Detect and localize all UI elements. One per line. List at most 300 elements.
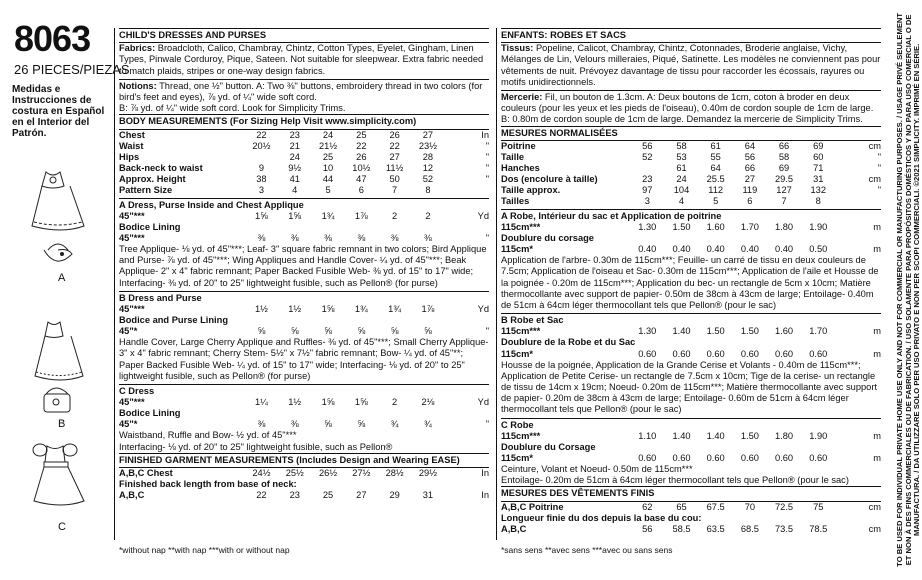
row-value: 119 xyxy=(742,184,758,195)
yardage-row xyxy=(501,431,881,442)
row-value: 21½ xyxy=(318,140,338,151)
row-value: 28 xyxy=(422,151,434,162)
row-unit: m xyxy=(873,453,881,464)
row-label: Chest xyxy=(119,129,145,140)
row-value: 27 xyxy=(356,490,367,501)
fr-notions: Mercerie: Fil, un bouton de 1.3cm. A: Deux boutons de 1cm, coton à broder en deux couleurs (pour les yeux et les pieds de l'oiseau), 0.40m de cordon souple de 1cm de large. xyxy=(501,92,874,114)
row-value: 31 xyxy=(813,173,824,184)
view-c-dress-illustration xyxy=(33,444,84,505)
row-value: 50 xyxy=(389,173,400,184)
measurement-row xyxy=(501,163,881,174)
row-value: 22 xyxy=(256,490,267,501)
row-value: 2 xyxy=(392,210,398,221)
row-value: ⅜ xyxy=(257,419,266,430)
measurement-row xyxy=(119,152,489,163)
row-value: 8 xyxy=(425,184,431,195)
english-column xyxy=(119,28,489,501)
en-b-lining: Bodice and Purse Lining xyxy=(119,315,228,326)
fr-body-table xyxy=(501,141,881,207)
row-value: 25 xyxy=(322,151,334,162)
pattern-number: 8063 xyxy=(14,18,91,59)
row-value: 61 xyxy=(710,140,721,151)
row-value: 0.40 xyxy=(775,244,794,255)
row-value: 27 xyxy=(422,129,434,140)
row-label: 115cm* xyxy=(501,348,534,359)
row-unit: cm xyxy=(868,501,881,512)
row-value: 56 xyxy=(744,151,756,162)
row-value: 6 xyxy=(747,195,753,206)
fr-fin-sub: Longueur finie du dos depuis la base du cou: xyxy=(501,512,702,523)
row-value: 25½ xyxy=(285,468,304,479)
measurement-row xyxy=(119,174,489,185)
yardage-row xyxy=(501,222,881,233)
measurement-row xyxy=(119,141,489,152)
row-value: 8 xyxy=(815,195,821,206)
row-value: 1.40 xyxy=(706,430,725,441)
row-label: Approx. Height xyxy=(119,173,186,184)
row-label: 45"*** xyxy=(119,304,145,315)
row-value: 1⅝ xyxy=(321,397,335,408)
row-value: ⅜ xyxy=(324,233,332,244)
row-value: 25 xyxy=(322,490,334,501)
row-value: 27 xyxy=(744,173,756,184)
row-unit: m xyxy=(873,326,881,337)
row-label: 45"* xyxy=(119,326,138,337)
row-value: 1¾ xyxy=(354,304,368,315)
row-value: 1.50 xyxy=(672,222,691,233)
row-value: 24½ xyxy=(252,468,271,479)
row-value: ⅜ xyxy=(290,233,299,244)
row-value: 62 xyxy=(642,501,653,512)
row-value: 1.50 xyxy=(706,326,725,337)
measurement-row xyxy=(501,196,881,207)
row-value: 12 xyxy=(422,162,434,173)
row-value: 0.40 xyxy=(706,244,725,255)
measurement-row xyxy=(119,130,489,141)
row-value: 6 xyxy=(358,184,364,195)
view-a-dress-illustration xyxy=(32,172,84,230)
row-value: 7 xyxy=(781,195,787,206)
row-value: 66 xyxy=(744,162,756,173)
row-value: 2 xyxy=(425,210,431,221)
row-value: 55 xyxy=(710,151,721,162)
row-value: 27 xyxy=(389,151,400,162)
row-value: 0.60 xyxy=(775,348,794,359)
row-unit xyxy=(835,196,881,207)
row-value: 5 xyxy=(713,195,719,206)
row-value: 1.80 xyxy=(775,430,794,441)
row-value: 64 xyxy=(744,140,756,151)
row-value: 1.30 xyxy=(638,326,657,337)
row-value: 24 xyxy=(289,151,300,162)
row-value: 1½ xyxy=(288,304,302,315)
row-value: 60 xyxy=(813,151,824,162)
row-label: 45"*** xyxy=(119,210,145,221)
row-value: 0.60 xyxy=(775,453,794,464)
row-value: 58 xyxy=(676,140,687,151)
fr-fin-row2 xyxy=(501,524,881,535)
en-fabrics: Fabrics: Broadcloth, Calico, Chambray, Chintz, Cotton Types, Eyelet, Gingham, Linen Types, Pinwale Corduroy, Pique, Sateen. Not suitable for sleepwear. Extra fabric needed to match plaids, stripes or one-way design fabrics. xyxy=(119,43,484,76)
row-value: ⅝ xyxy=(424,326,432,337)
row-value: 47 xyxy=(356,173,367,184)
row-value: 38 xyxy=(256,173,267,184)
row-value: 23½ xyxy=(418,140,437,151)
row-label: 115cm*** xyxy=(501,326,541,337)
en-b-text: Handle Cover, Large Cherry Applique and Ruffles- ⅜ yd. of 45"***; Small Cherry Applique- 3" x 4" fabric remnant; Cherry Stem- 5½" x 7½" fabric remnant; Bow- ¼ yd. of 45"**; Paper Backed Fusible Web- ¼ yd. of 15" to 17" wide; Interfacing- ⅛ yd. of 20" to 25" lightweight fusible, such as Pellon® (for purse) xyxy=(119,337,489,381)
row-value: 1⅞ xyxy=(421,304,435,315)
view-label-a: A xyxy=(58,272,66,284)
en-fin-head: FINISHED GARMENT MEASUREMENTS (Includes Design and Wearing EASE) xyxy=(119,453,489,468)
row-value: 72.5 xyxy=(775,501,794,512)
view-illustrations xyxy=(28,150,98,550)
fr-b-text: Housse de la poignée, Application de la Grande Cerise et Volants - 0.40m de 115cm***; Application de Petite Cerise- un rectangle de 7.5cm x 10cm; Tige de la cerise- un rectangle de tissu de 14cm x 19cm; Noeud- 0.20m de 115cm***; Matière thermocollante avec support de papier- 0.20m de 38cm à 43cm de large; Entoilage- 0.60m de 51cm à 64cm léger thermocollant tels que Pellon® (pour le sac) xyxy=(501,359,878,415)
row-label: 115cm*** xyxy=(501,222,541,233)
measurement-row xyxy=(119,163,489,174)
row-value: ⅜ xyxy=(424,233,432,244)
row-value: 41 xyxy=(289,173,300,184)
row-value: ⅜ xyxy=(257,233,266,244)
row-unit: cm xyxy=(868,523,881,534)
row-value: 26 xyxy=(356,151,367,162)
row-value: 1⅝ xyxy=(354,397,368,408)
row-label: Dos (encolure à taille) xyxy=(501,173,598,184)
row-value: 25 xyxy=(356,129,367,140)
view-b-purse-illustration xyxy=(44,388,70,412)
row-value: ⅝ xyxy=(290,326,299,337)
yardage-row xyxy=(501,349,881,360)
row-value: ⅝ xyxy=(390,326,399,337)
row-value: 0.40 xyxy=(672,244,691,255)
row-value: 1.60 xyxy=(775,326,794,337)
row-unit: " xyxy=(485,233,489,244)
measurement-row xyxy=(501,174,881,185)
row-value: 1⅝ xyxy=(288,210,302,221)
row-value: 1.40 xyxy=(672,326,691,337)
en-b-row1 xyxy=(119,304,489,315)
row-value: 1.70 xyxy=(809,326,828,337)
row-unit: m xyxy=(873,222,881,233)
row-value: ⅝ xyxy=(324,326,332,337)
row-unit: cm xyxy=(868,140,881,151)
row-value: 0.60 xyxy=(638,348,657,359)
en-footnote: *without nap **with nap ***with or without nap xyxy=(119,545,290,555)
row-value: 23 xyxy=(642,173,653,184)
row-label: Poitrine xyxy=(501,140,536,151)
row-value: 2 xyxy=(392,397,398,408)
row-label: A,B,C xyxy=(119,490,145,501)
row-value: 9½ xyxy=(288,162,302,173)
fr-a-lining: Doublure du corsage xyxy=(501,233,594,244)
row-value: 1.90 xyxy=(809,430,828,441)
measurement-row xyxy=(501,141,881,152)
row-unit: m xyxy=(873,244,881,255)
row-value: 71 xyxy=(813,162,824,173)
row-unit: Yd xyxy=(477,397,489,408)
row-label: A,B,C xyxy=(501,523,527,534)
row-value: 104 xyxy=(673,184,690,195)
row-unit: In xyxy=(481,490,489,501)
fr-a-row1 xyxy=(501,222,881,233)
row-label: 115cm*** xyxy=(501,430,541,441)
row-value: 5 xyxy=(325,184,331,195)
row-unit: " xyxy=(485,140,489,151)
yardage-row xyxy=(501,326,881,337)
fr-c-lining: Doublure du Corsage xyxy=(501,441,596,452)
view-b-dress-illustration xyxy=(35,322,83,380)
row-value: 1.30 xyxy=(638,222,657,233)
en-a-row1 xyxy=(119,211,489,222)
row-value: 1¾ xyxy=(388,304,402,315)
en-a-row2 xyxy=(119,233,489,244)
row-label: Taille approx. xyxy=(501,184,561,195)
row-unit: Yd xyxy=(477,304,489,315)
row-label: Taille xyxy=(501,151,525,162)
row-value: 0.60 xyxy=(809,348,828,359)
row-value: 1.80 xyxy=(775,222,794,233)
row-value: 78.5 xyxy=(809,523,828,534)
side-legal-notice: TO BE USED FOR INDIVIDUAL PRIVATE HOME USE ONLY AND NOT FOR COMMERCIAL OR MANUFACTURING PURPOSES. / USAGE PRIVÉ SEULEMENT ET NON À DES FINS COMMERCIALES OU DE FABRICATION. / USO SOLAMENTE PARA PROPÓSITOS DOMÉSTICOS Y NO PARA USO COMERCIAL O DE MANUFACTURA. / DA UTILIZZARE SOLO PER USO PRIVATO E NON PER SCOPI COMMERCIALI. ©2021 SIMPLICITY. IMPRIMÉ EN SÉRIE. xyxy=(895,12,922,567)
fr-c-text: Ceinture, Volant et Noeud- 0.50m de 115cm*** xyxy=(501,464,693,475)
yardage-row xyxy=(119,233,489,244)
row-value: 1.10 xyxy=(638,430,657,441)
row-value: 0.50 xyxy=(809,244,828,255)
row-value: 1⅝ xyxy=(321,304,335,315)
row-unit: In xyxy=(481,468,489,479)
row-value: 21 xyxy=(289,140,300,151)
row-unit xyxy=(445,185,489,196)
row-value: ⅜ xyxy=(390,233,399,244)
fr-footnote: *sans sens **avec sens ***avec ou sans sens xyxy=(501,545,673,555)
row-label: A,B,C Chest xyxy=(119,468,173,479)
row-value: 66 xyxy=(778,140,790,151)
fr-a-text: Application de l'arbre- 0.30m de 115cm***; Feuille- un carré de tissu en deux couleurs de 7.5cm; Application de l'oiseau et Sac- 0.30m de 115cm***; Application de l'aile et Housse de la poignée - 0.20m de 115cm***; Application du bec- un rectangle de 5cm x 10cm; Matière thermocollante avec support de papier- 0.50m de 38cm à 43cm de large; Entoilage- 0.40m de 51cm à 64cm léger thermocollant tels que Pellon® (pour le sac) xyxy=(501,255,879,311)
row-value: 10 xyxy=(322,162,334,173)
row-value: 1.50 xyxy=(740,430,759,441)
row-value: 68.5 xyxy=(740,523,759,534)
measurement-row xyxy=(501,185,881,196)
row-value: ⅝ xyxy=(324,419,332,430)
en-fin-sub: Finished back length from base of neck: xyxy=(119,479,297,490)
row-value: 4 xyxy=(678,195,685,206)
row-value: 4 xyxy=(292,184,298,195)
row-value: 7 xyxy=(392,184,398,195)
yardage-row xyxy=(501,502,881,513)
row-unit: " xyxy=(485,173,489,184)
row-value: 73.5 xyxy=(775,523,794,534)
row-value xyxy=(630,163,664,174)
row-label: 115cm* xyxy=(501,244,534,255)
yardage-row xyxy=(119,419,489,430)
row-value: 1.50 xyxy=(740,326,759,337)
row-value: 9 xyxy=(258,162,265,173)
fr-fin-head: MESURES DES VÊTEMENTS FINIS xyxy=(501,486,881,501)
row-value: 1¾ xyxy=(321,210,335,221)
row-value: 1⅞ xyxy=(354,210,368,221)
row-value: ¾ xyxy=(424,419,432,430)
view-a-purse-illustration xyxy=(44,244,72,261)
row-value: 61 xyxy=(676,162,687,173)
row-value: 0.40 xyxy=(740,244,759,255)
row-value: 97 xyxy=(642,184,653,195)
yardage-row xyxy=(119,397,489,408)
en-fin-row1 xyxy=(119,468,489,479)
view-label-b: B xyxy=(58,418,66,430)
row-unit: In xyxy=(481,129,489,140)
row-value: 0.60 xyxy=(672,348,691,359)
row-value: 0.40 xyxy=(638,244,657,255)
fr-c-text2: Entoilage- 0.20m de 51cm à 64cm léger thermocollant tels que Pellon® (pour le sac) xyxy=(501,475,849,486)
en-body-head: BODY MEASUREMENTS (For Sizing Help Visit www.simplicity.com) xyxy=(119,114,489,129)
row-value: ⅜ xyxy=(357,233,366,244)
view-label-c: C xyxy=(58,521,66,533)
row-value: 52 xyxy=(422,173,434,184)
row-value: ⅝ xyxy=(257,326,266,337)
en-c-lining: Bodice Lining xyxy=(119,408,181,419)
row-value: 23 xyxy=(289,129,300,140)
row-value: 28½ xyxy=(385,468,404,479)
yardage-row xyxy=(119,468,489,479)
fr-body-head: MESURES NORMALISÉES xyxy=(501,126,881,141)
row-value: 127 xyxy=(776,184,792,195)
row-unit: " xyxy=(877,151,881,162)
row-value: 26½ xyxy=(318,468,338,479)
row-value: 112 xyxy=(708,184,724,195)
row-value: 0.60 xyxy=(740,453,759,464)
row-value: 67.5 xyxy=(706,501,725,512)
measurement-row xyxy=(501,152,881,163)
en-notions-b: B: ⅞ yd. of ¼" wide soft cord. Look for Simplicity Trims. xyxy=(119,103,346,114)
row-unit: cm xyxy=(868,173,881,184)
row-value: 58.5 xyxy=(672,523,691,534)
row-value: 1.40 xyxy=(672,430,691,441)
row-unit: Yd xyxy=(477,210,489,221)
row-value: 11½ xyxy=(385,162,404,173)
french-column xyxy=(501,28,881,535)
row-unit: " xyxy=(877,162,881,173)
fr-b-row1 xyxy=(501,326,881,337)
yardage-row xyxy=(501,244,881,255)
yardage-row xyxy=(501,453,881,464)
en-c-row1 xyxy=(119,397,489,408)
row-value: ⅝ xyxy=(357,419,366,430)
en-c-row2 xyxy=(119,419,489,430)
row-value: 75 xyxy=(813,501,824,512)
spanish-note: Medidas e Instrucciones de costura en Español en el Interior del Patrón. xyxy=(12,84,105,139)
en-c-text2: Interfacing- ⅛ yd. of 20" to 25" lightweight fusible, such as Pellon® xyxy=(119,441,393,452)
row-value: 1⅝ xyxy=(254,210,268,221)
row-value: 65 xyxy=(676,501,687,512)
row-value: 44 xyxy=(322,173,334,184)
row-value: 0.60 xyxy=(740,348,759,359)
row-value: 63.5 xyxy=(706,523,725,534)
en-a-head: A Dress, Purse Inside and Chest Applique xyxy=(119,199,304,210)
row-unit: " xyxy=(485,162,489,173)
en-notions: Notions: Thread, one ½" button. A: Two ⅜" buttons, embroidery thread in two colors (for bird's feet and eyes), ⅞ yd. of ¼" wide soft cord. xyxy=(119,80,483,103)
yardage-row xyxy=(119,211,489,222)
row-value: 56 xyxy=(642,140,653,151)
row-value: 27½ xyxy=(352,468,371,479)
row-value xyxy=(245,152,278,163)
row-label: Pattern Size xyxy=(119,184,173,195)
row-value: 24 xyxy=(322,129,334,140)
row-value: 3 xyxy=(644,195,650,206)
row-value: 1.60 xyxy=(706,222,725,233)
fr-b-head: B Robe et Sac xyxy=(501,315,564,326)
row-value: 69 xyxy=(813,140,824,151)
yardage-row xyxy=(501,524,881,535)
en-c-head: C Dress xyxy=(119,386,155,397)
row-label: 115cm* xyxy=(501,453,534,464)
row-value: ⅝ xyxy=(357,326,366,337)
fr-b-lining: Doublure de la Robe et du Sac xyxy=(501,337,636,348)
row-value: 0.60 xyxy=(809,453,828,464)
fr-c-row1 xyxy=(501,431,881,442)
en-a-text: Tree Applique- ⅛ yd. of 45"***; Leaf- 3" square fabric remnant in two colors; Bird Applique and Purse- ⅞ yd. of 45"***; Wing Appliques and Handle Cover- ¼ yd. of 45"***; Beak Applique- 2" x 4" fabric remnant; Paper Backed Fusible Web- ⅜ yd. of 15" to 17" wide; Interfacing- ⅜ yd. of 20" to 25" lightweight fusible, such as Pellon® (for purse) xyxy=(119,244,487,288)
row-value: 31 xyxy=(422,490,434,501)
fr-c-row2 xyxy=(501,453,881,464)
row-value: 23 xyxy=(289,490,300,501)
fr-a-row2 xyxy=(501,244,881,255)
row-value: 56 xyxy=(642,523,653,534)
row-value: 1¼ xyxy=(254,397,268,408)
row-value: 22 xyxy=(356,140,367,151)
en-fin-row2 xyxy=(119,490,489,501)
row-value: 24 xyxy=(676,173,687,184)
yardage-row xyxy=(119,304,489,315)
row-value: 64 xyxy=(710,162,721,173)
row-value: 70 xyxy=(744,501,756,512)
yardage-row xyxy=(119,326,489,337)
row-value: 0.60 xyxy=(638,453,657,464)
piece-count: 26 PIECES/PIEZAS xyxy=(14,62,130,77)
row-value: 25.5 xyxy=(706,173,725,184)
row-label: 45"* xyxy=(119,419,138,430)
row-unit: " xyxy=(485,326,489,337)
row-label: Tailles xyxy=(501,195,530,206)
row-value: 0.60 xyxy=(672,453,691,464)
french-title: ENFANTS: ROBES ET SACS xyxy=(501,28,881,43)
row-label: A,B,C Poitrine xyxy=(501,501,564,512)
fr-notions-b: B: 0.80m de cordon souple de 1cm de large. Demandez la mercerie de Simplicity Trims. xyxy=(501,114,863,125)
fr-b-row2 xyxy=(501,349,881,360)
row-value: 22 xyxy=(389,140,400,151)
en-b-row2 xyxy=(119,326,489,337)
measurement-row xyxy=(119,185,489,196)
row-value: 0.60 xyxy=(706,453,725,464)
row-label: Hips xyxy=(119,151,140,162)
row-value: 0.60 xyxy=(706,348,725,359)
yardage-row xyxy=(119,490,489,501)
row-value: 29.5 xyxy=(775,173,794,184)
row-unit: " xyxy=(877,184,881,195)
en-c-text: Waistband, Ruffle and Bow- ½ yd. of 45"*** xyxy=(119,430,297,441)
row-value: 22 xyxy=(256,129,267,140)
row-value: 1.90 xyxy=(809,222,828,233)
row-value: 26 xyxy=(389,129,400,140)
row-value: 52 xyxy=(642,151,653,162)
fr-c-head: C Robe xyxy=(501,419,534,430)
row-value: 58 xyxy=(778,151,790,162)
row-value: 29 xyxy=(389,490,400,501)
row-value: 20½ xyxy=(252,140,271,151)
row-label: 45"*** xyxy=(119,233,145,244)
row-value: ⅜ xyxy=(290,419,299,430)
row-value: 132 xyxy=(810,184,826,195)
row-unit: " xyxy=(485,419,489,430)
row-unit: m xyxy=(873,430,881,441)
row-value: ¾ xyxy=(390,419,399,430)
en-a-lining: Bodice Lining xyxy=(119,221,181,232)
